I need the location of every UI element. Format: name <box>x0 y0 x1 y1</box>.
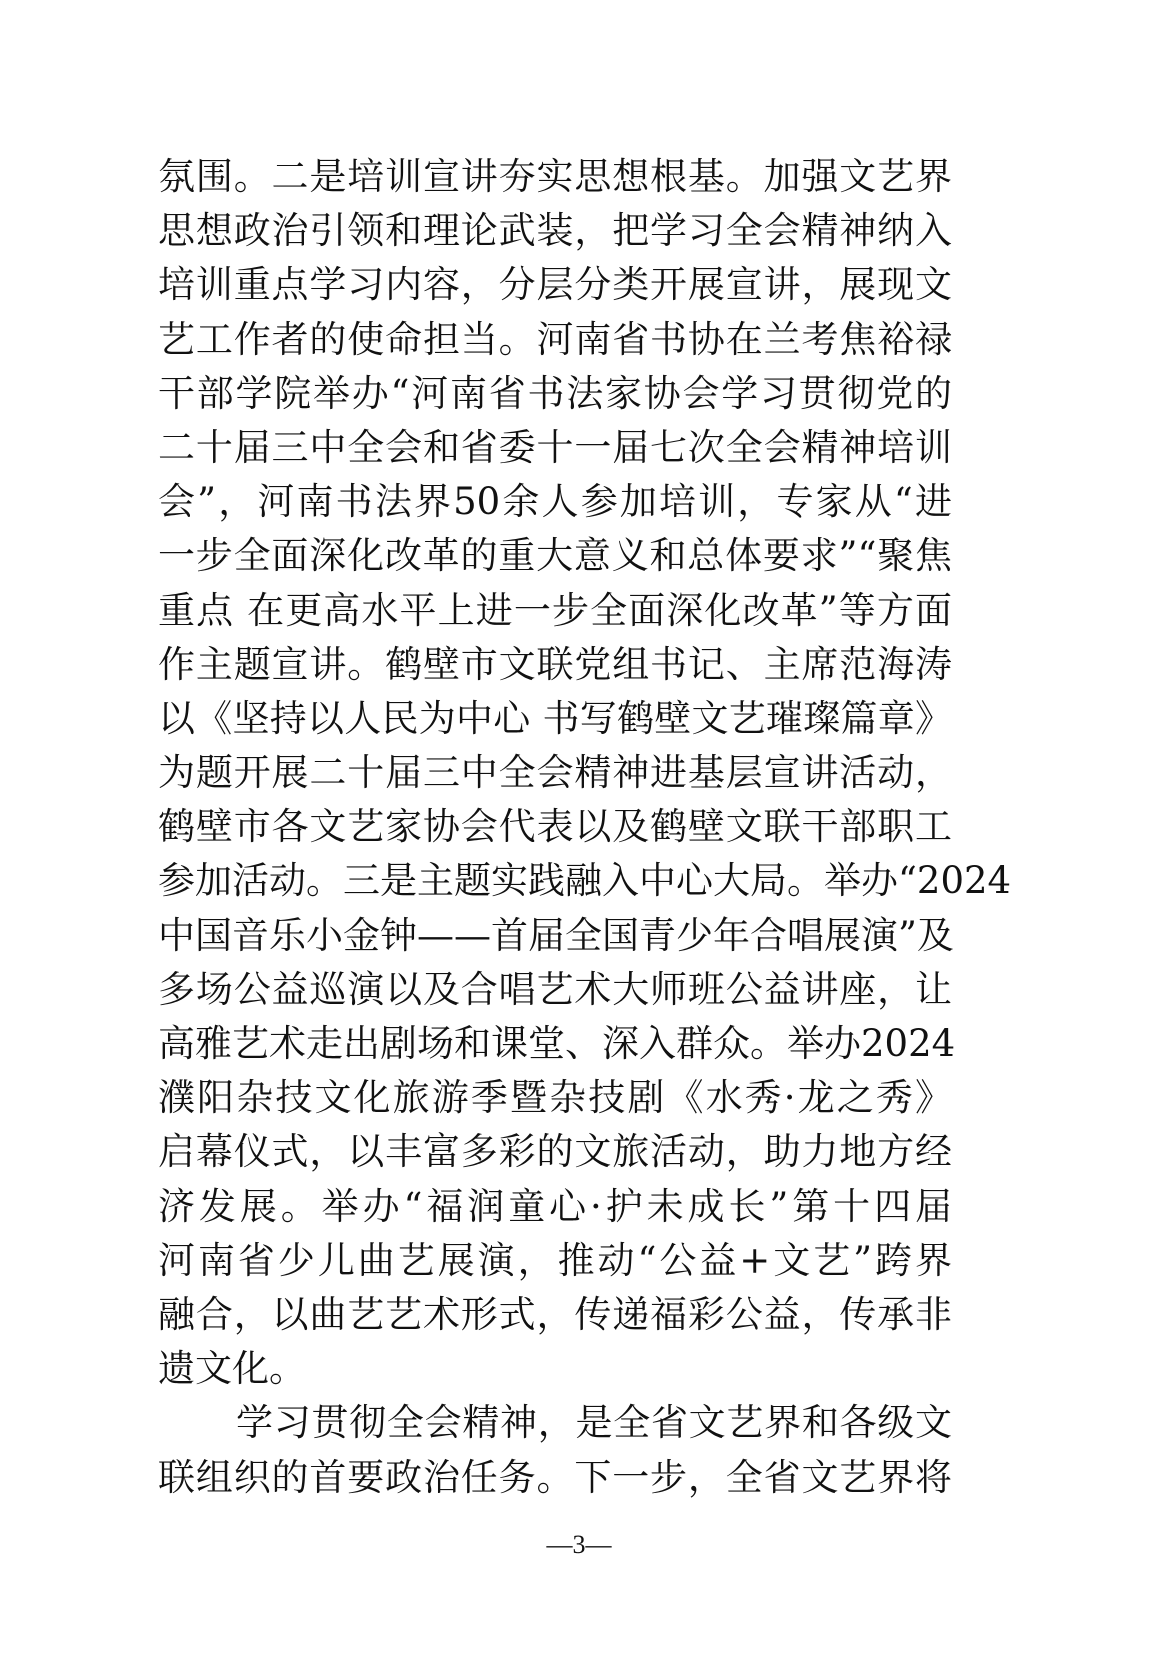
paragraph-1 <box>158 150 1012 1396</box>
text-line: 氛围。二是培训宣讲夯实思想根基。加强文艺界 <box>158 155 952 198</box>
text-line: 学习贯彻全会精神，是全省文艺界和各级文 <box>236 1401 952 1445</box>
text-line: 遗文化。 <box>158 1347 306 1391</box>
text-line: 一步全面深化改革的重大意义和总体要求”“聚焦 <box>158 534 952 578</box>
text-line: 濮阳杂技文化旅游季暨杂技剧《水秀·龙之秀》 <box>158 1076 952 1120</box>
text-line: 参加活动。三是主题实践融入中心大局。举办“2024 <box>158 859 1012 903</box>
text-line: 河南省少儿曲艺展演，推动“公益+文艺”跨界 <box>158 1238 952 1282</box>
text-line: 重点 在更高水平上进一步全面深化改革”等方面 <box>158 588 952 632</box>
text-line: 中国音乐小金钟——首届全国青少年合唱展演”及 <box>158 913 954 957</box>
text-line: 济发展。举办“福润童心·护未成长”第十四届 <box>158 1184 952 1228</box>
text-line: 以《坚持以人民为中心 书写鹤壁文艺璀璨篇章》 <box>158 696 952 740</box>
text-line: 艺工作者的使命担当。河南省书协在兰考焦裕禄 <box>158 317 952 361</box>
text-line: 高雅艺术走出剧场和课堂、深入群众。举办2024 <box>158 1022 956 1065</box>
text-line: 作主题宣讲。鹤壁市文联党组书记、主席范海涛 <box>158 642 952 686</box>
paragraph-2 <box>158 1396 952 1504</box>
text-line: 为题开展二十届三中全会精神进基层宣讲活动， <box>158 751 952 795</box>
text-line: 培训重点学习内容，分层分类开展宣讲，展现文 <box>158 263 952 307</box>
text-line: 联组织的首要政治任务。下一步，全省文艺界将 <box>158 1455 952 1499</box>
page-number: —3— <box>546 1530 612 1559</box>
text-line: 融合，以曲艺艺术形式，传递福彩公益，传承非 <box>158 1292 952 1336</box>
text-line: 启幕仪式，以丰富多彩的文旅活动，助力地方经 <box>158 1130 952 1174</box>
text-line: 多场公益巡演以及合唱艺术大师班公益讲座，让 <box>158 967 952 1011</box>
text-line: 鹤壁市各文艺家协会代表以及鹤壁文联干部职工 <box>158 805 952 849</box>
text-line: 思想政治引领和理论武装，把学习全会精神纳入 <box>158 209 952 253</box>
text-line: 干部学院举办“河南省书法家协会学习贯彻党的 <box>158 371 952 415</box>
text-line: 二十届三中全会和省委十一届七次全会精神培训 <box>158 425 952 469</box>
body-text <box>158 150 1012 1505</box>
text-line: 会”，河南书法界50余人参加培训，专家从“进 <box>158 480 952 524</box>
